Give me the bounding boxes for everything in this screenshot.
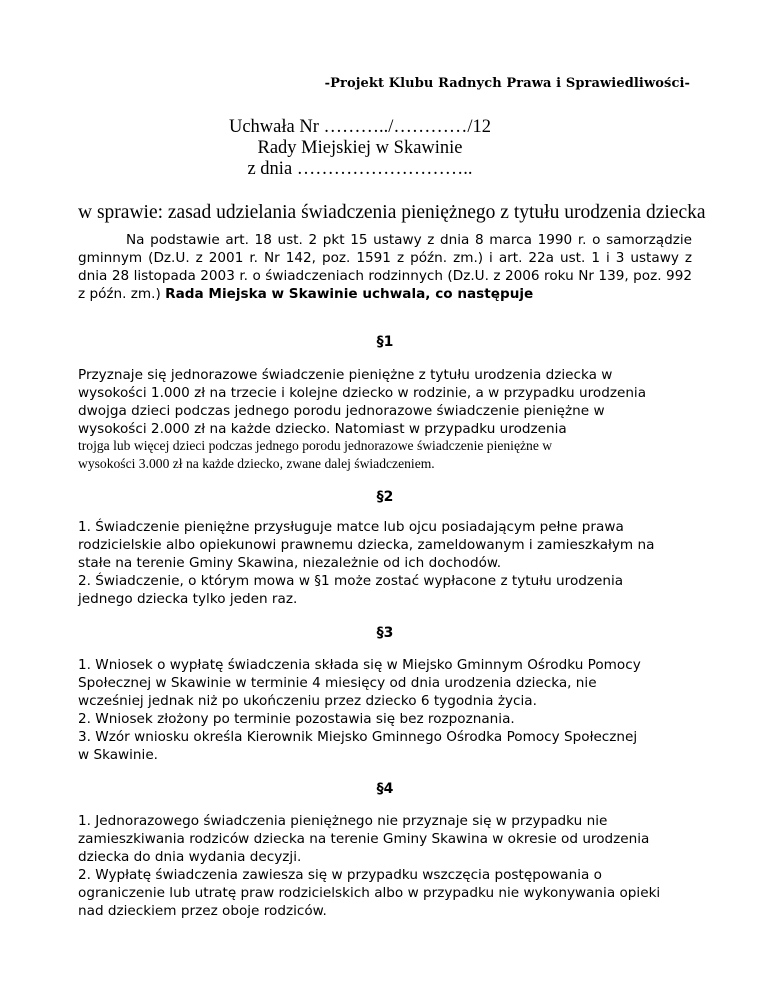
section-1-line: Przyznaje się jednorazowe świadczenie pieniężne z tytułu urodzenia dziecka w xyxy=(78,367,613,383)
section-4-line: 2. Wypłatę świadczenia zawiesza się w przypadku wszczęcia postępowania o xyxy=(78,867,602,883)
section-4-line: dziecka do dnia wydania decyzji. xyxy=(78,849,302,865)
section-2-line: stałe na terenie Gminy Skawina, niezależnie od ich dochodów. xyxy=(78,555,502,571)
section-1-line: dwojga dzieci podczas jednego porodu jednorazowe świadczenie pieniężne w xyxy=(78,403,605,419)
title-line-number: Uchwała Nr ………../…………/12 xyxy=(228,117,492,137)
title-line-date: z dnia ……………………….. xyxy=(247,159,473,179)
section-3-line: Społecznej w Skawinie w terminie 4 miesięcy od dnia urodzenia dziecka, nie xyxy=(78,675,597,691)
section-3-body xyxy=(78,656,692,764)
section-2-line: jednego dziecka tylko jeden raz. xyxy=(78,591,298,607)
resolution-title xyxy=(200,117,520,180)
section-1-serif-line: wysokości 3.000 zł na każde dziecko, zwane dalej świadczeniem. xyxy=(78,456,435,471)
legal-basis-paragraph xyxy=(78,231,692,303)
section-3-line: 2. Wniosek złożony po terminie pozostawia się bez rozpoznania. xyxy=(78,711,515,727)
section-1-line: wysokości 2.000 zł na każde dziecko. Natomiast w przypadku urodzenia xyxy=(78,421,567,437)
section-3-line: wcześniej jednak niż po ukończeniu przez dziecko 6 tygodnia życia. xyxy=(78,693,537,709)
legal-basis-bold: Rada Miejska w Skawinie uchwala, co następuje xyxy=(165,286,534,302)
section-mark-1: §1 xyxy=(376,334,394,350)
section-4-line: zamieszkiwania rodziców dziecka na terenie Gminy Skawina w okresie od urodzenia xyxy=(78,831,650,847)
title-line-council: Rady Miejskiej w Skawinie xyxy=(257,138,463,158)
section-3-line: 1. Wniosek o wypłatę świadczenia składa się w Miejsko Gminnym Ośrodku Pomocy xyxy=(78,657,641,673)
legal-basis-plain: Na podstawie art. 18 ust. 2 pkt 15 ustawy z dnia 8 marca 1990 r. o samorządzie gminnym (Dz.U. z 2001 r. Nr 142, poz. 1591 z późn. zm.) i art. 22a ust. 1 i 3 ustawy z dnia 28 listopada 2003 r. o świadczeniach rodzinnych (Dz.U. z 2006 roku Nr 139, poz. 992 z późn. zm.) xyxy=(78,232,692,302)
section-1-serif-line: trojga lub więcej dzieci podczas jednego porodu jednorazowe świadczenie pieniężne w xyxy=(78,438,553,453)
section-2-body xyxy=(78,518,692,608)
section-1-body xyxy=(78,366,692,438)
legal-basis-text xyxy=(78,231,692,303)
header-note: -Projekt Klubu Radnych Prawa i Sprawiedliwości- xyxy=(324,76,690,91)
section-2-line: rodzicielskie albo opiekunowi prawnemu dziecka, zameldowanym i zamieszkałym na xyxy=(78,537,655,553)
resolution-subject: w sprawie: zasad udzielania świadczenia pieniężnego z tytułu urodzenia dziecka xyxy=(78,202,706,223)
section-4-line: 1. Jednorazowego świadczenia pieniężnego nie przyznaje się w przypadku nie xyxy=(78,813,608,829)
section-1-serif-body xyxy=(78,437,692,473)
section-1-line: wysokości 1.000 zł na trzecie i kolejne dziecko w rodzinie, a w przypadku urodzenia xyxy=(78,385,647,401)
section-2-line: 2. Świadczenie, o którym mowa w §1 może zostać wypłacone z tytułu urodzenia xyxy=(78,573,624,589)
section-3-line: w Skawinie. xyxy=(78,747,159,763)
section-mark-2: §2 xyxy=(376,489,394,505)
section-3-line: 3. Wzór wniosku określa Kierownik Miejsko Gminnego Ośrodka Pomocy Społecznej xyxy=(78,729,638,745)
section-4-line: nad dzieckiem przez oboje rodziców. xyxy=(78,903,327,919)
section-mark-4: §4 xyxy=(376,781,394,797)
section-2-line: 1. Świadczenie pieniężne przysługuje matce lub ojcu posiadającym pełne prawa xyxy=(78,519,624,535)
section-4-body xyxy=(78,812,692,920)
section-4-line: ograniczenie lub utratę praw rodzicielskich albo w przypadku nie wykonywania opieki xyxy=(78,885,661,901)
section-mark-3: §3 xyxy=(376,625,394,641)
